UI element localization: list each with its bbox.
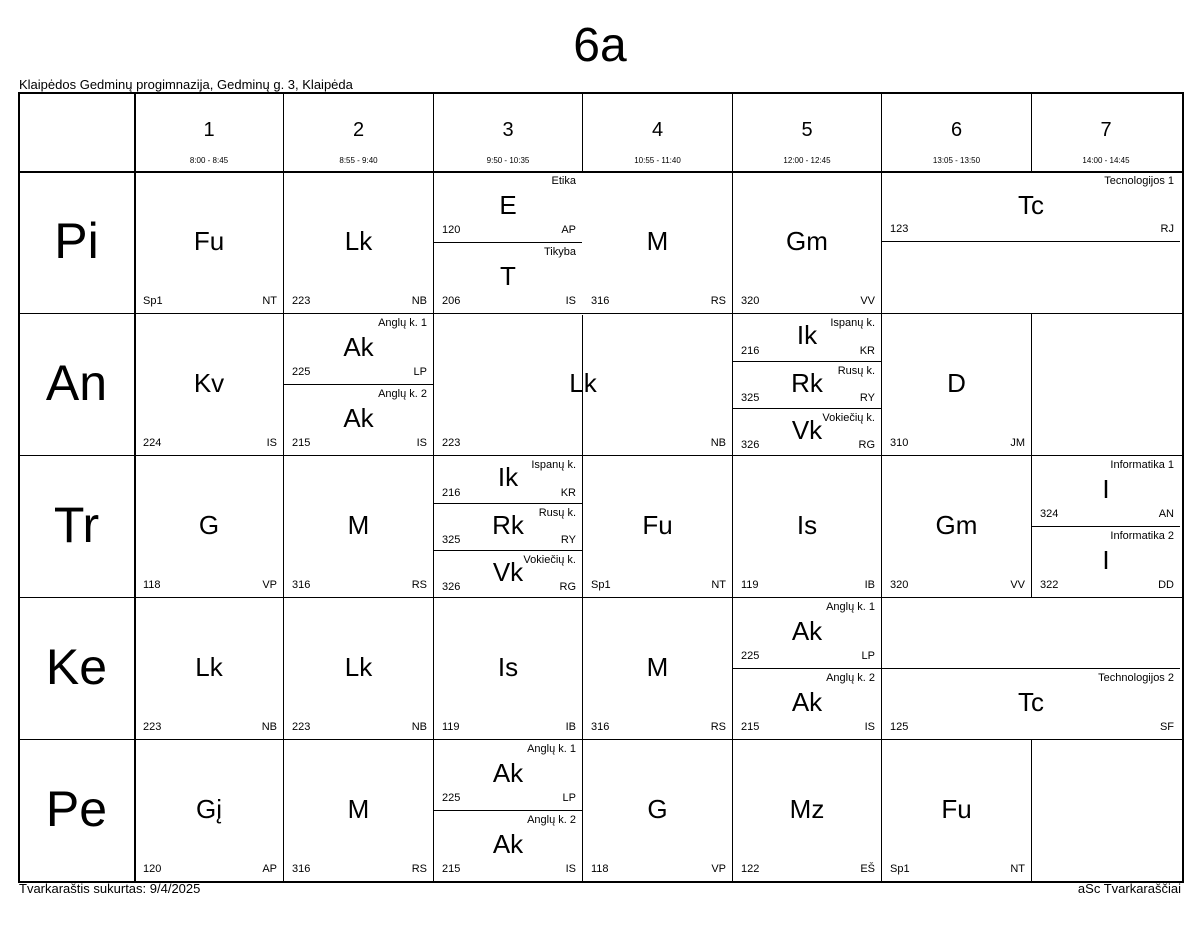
lesson-subject: Tc bbox=[1018, 190, 1044, 220]
lesson-room: 316 bbox=[292, 863, 311, 875]
lesson-cell[interactable] bbox=[284, 172, 433, 313]
lesson-cell[interactable] bbox=[135, 314, 283, 455]
lesson-room: 223 bbox=[292, 721, 311, 733]
lesson-group: Rusų k. bbox=[837, 365, 875, 377]
lesson-room: 316 bbox=[292, 579, 311, 591]
lesson-room: 123 bbox=[890, 223, 909, 235]
lesson-teacher: VV bbox=[860, 295, 875, 307]
lesson-teacher: RG bbox=[559, 581, 576, 593]
lesson-cell[interactable] bbox=[434, 598, 582, 739]
lesson-room: 325 bbox=[442, 534, 461, 546]
lesson-cell[interactable] bbox=[135, 740, 283, 881]
lesson-cell[interactable] bbox=[583, 598, 732, 739]
lesson-room: 216 bbox=[741, 345, 760, 357]
lesson-teacher: JM bbox=[1010, 437, 1025, 449]
lesson-cell[interactable] bbox=[135, 598, 283, 739]
lesson-group: Anglų k. 2 bbox=[826, 672, 875, 684]
lesson-subject: Lk bbox=[569, 368, 597, 398]
school-name: Klaipėdos Gedminų progimnazija, Gedminų g. 3, Klaipėda bbox=[19, 77, 353, 92]
lesson-cell[interactable] bbox=[1032, 456, 1180, 526]
lesson-room: 125 bbox=[890, 721, 909, 733]
lesson-group: Anglų k. 2 bbox=[527, 814, 576, 826]
timetable-grid bbox=[18, 92, 1182, 881]
lesson-teacher: IS bbox=[565, 295, 576, 307]
lesson-subject: Is bbox=[497, 652, 519, 682]
lesson-group: Technologijos 2 bbox=[1098, 672, 1174, 684]
lesson-room: 225 bbox=[741, 650, 760, 662]
period-time: 14:00 - 14:45 bbox=[1082, 156, 1130, 165]
lesson-cell[interactable] bbox=[733, 408, 881, 455]
lesson-group: Informatika 1 bbox=[1110, 459, 1174, 471]
lesson-teacher: RS bbox=[411, 863, 427, 875]
lesson-room: 119 bbox=[442, 721, 460, 733]
lesson-group: Vokiečių k. bbox=[822, 412, 875, 424]
lesson-group: Tecnologijos 1 bbox=[1104, 175, 1174, 187]
lesson-room: 120 bbox=[143, 863, 162, 875]
lesson-cell[interactable] bbox=[284, 384, 433, 455]
lesson-cell[interactable] bbox=[434, 242, 582, 313]
lesson-room: 322 bbox=[1040, 579, 1059, 591]
lesson-teacher: EŠ bbox=[860, 863, 875, 875]
lesson-teacher: RY bbox=[560, 534, 576, 546]
period-time: 8:55 - 9:40 bbox=[339, 156, 378, 165]
lesson-subject: Vk bbox=[492, 557, 524, 587]
lesson-subject: Lk bbox=[195, 652, 223, 682]
lesson-subject: Rk bbox=[791, 368, 823, 398]
created-date: Tvarkaraštis sukurtas: 9/4/2025 bbox=[19, 881, 201, 896]
day-label: An bbox=[45, 355, 108, 411]
lesson-subject: Ak bbox=[791, 687, 823, 717]
lesson-room: 325 bbox=[741, 392, 760, 404]
lesson-room: 320 bbox=[741, 295, 760, 307]
lesson-cell[interactable] bbox=[733, 456, 881, 597]
period-header bbox=[434, 92, 582, 171]
lesson-room: 206 bbox=[442, 295, 461, 307]
lesson-room: 120 bbox=[442, 224, 461, 236]
lesson-subject: Fu bbox=[941, 794, 972, 824]
lesson-cell[interactable] bbox=[733, 598, 881, 668]
lesson-teacher: NB bbox=[411, 721, 427, 733]
lesson-group: Tikyba bbox=[544, 246, 576, 258]
lesson-group: Etika bbox=[551, 175, 576, 187]
lesson-group: Anglų k. 1 bbox=[826, 601, 875, 613]
lesson-room: 324 bbox=[1040, 508, 1059, 520]
lesson-room: 320 bbox=[890, 579, 909, 591]
lesson-teacher: RY bbox=[859, 392, 875, 404]
lesson-teacher: SF bbox=[1159, 721, 1174, 733]
lesson-room: 216 bbox=[442, 487, 461, 499]
class-title: 6a bbox=[573, 19, 627, 72]
lesson-group: Ispanų k. bbox=[830, 317, 875, 329]
lesson-subject: Ak bbox=[343, 332, 374, 362]
day-label: Pe bbox=[45, 781, 108, 837]
lesson-subject: E bbox=[499, 190, 517, 220]
lesson-subject: Ak bbox=[492, 829, 524, 859]
lesson-cell[interactable] bbox=[135, 172, 283, 313]
lesson-group: Anglų k. 1 bbox=[527, 743, 576, 755]
lesson-room: 316 bbox=[591, 295, 610, 307]
period-header bbox=[284, 92, 433, 171]
lesson-subject: Is bbox=[796, 510, 818, 540]
lesson-room: 118 bbox=[143, 579, 161, 591]
lesson-cell[interactable] bbox=[733, 172, 881, 313]
day-label: Pi bbox=[54, 213, 99, 269]
lesson-room: 326 bbox=[741, 439, 760, 451]
lesson-room: 310 bbox=[890, 437, 909, 449]
lesson-teacher: VP bbox=[711, 863, 726, 875]
lesson-teacher: RS bbox=[710, 721, 726, 733]
period-header bbox=[1032, 92, 1180, 171]
lesson-subject: Gm bbox=[935, 510, 978, 540]
lesson-teacher: IS bbox=[266, 437, 277, 449]
lesson-subject: Ik bbox=[497, 462, 519, 492]
lesson-room: 215 bbox=[442, 863, 461, 875]
lesson-cell[interactable] bbox=[434, 172, 582, 242]
period-header bbox=[733, 92, 881, 171]
period-time: 12:00 - 12:45 bbox=[783, 156, 831, 165]
lesson-teacher: RS bbox=[411, 579, 427, 591]
period-time: 10:55 - 11:40 bbox=[634, 156, 681, 165]
lesson-cell[interactable] bbox=[434, 314, 732, 455]
lesson-subject: D bbox=[947, 368, 966, 398]
lesson-subject: Vk bbox=[791, 415, 823, 445]
lesson-teacher: LP bbox=[413, 366, 427, 378]
lesson-subject: G bbox=[198, 510, 220, 540]
lesson-room: 118 bbox=[591, 863, 609, 875]
lesson-room: 223 bbox=[292, 295, 311, 307]
lesson-cell[interactable] bbox=[882, 456, 1031, 597]
lesson-cell[interactable] bbox=[434, 503, 582, 550]
day-label: Ke bbox=[45, 639, 108, 695]
lesson-room: 223 bbox=[442, 437, 461, 449]
lesson-subject: M bbox=[646, 226, 669, 256]
lesson-group: Anglų k. 1 bbox=[378, 317, 427, 329]
lesson-cell[interactable] bbox=[882, 314, 1031, 455]
lesson-group: Vokiečių k. bbox=[523, 554, 576, 566]
lesson-cell[interactable] bbox=[733, 314, 881, 361]
software-credit: aSc Tvarkaraščiai bbox=[1077, 881, 1181, 896]
lesson-teacher: RS bbox=[710, 295, 726, 307]
lesson-cell[interactable] bbox=[733, 740, 881, 881]
lesson-subject: Rk bbox=[492, 510, 524, 540]
lesson-cell[interactable] bbox=[882, 172, 1180, 242]
period-header bbox=[583, 92, 732, 171]
period-number: 6 bbox=[950, 119, 963, 141]
lesson-subject: Gm bbox=[786, 226, 828, 256]
period-time: 13:05 - 13:50 bbox=[932, 156, 981, 165]
lesson-subject: Kv bbox=[193, 368, 225, 398]
period-number: 4 bbox=[651, 119, 664, 141]
lesson-teacher: NB bbox=[710, 437, 726, 449]
lesson-teacher: NT bbox=[262, 295, 277, 307]
period-number: 2 bbox=[352, 119, 365, 141]
period-header bbox=[882, 92, 1031, 171]
lesson-subject: M bbox=[646, 652, 669, 682]
lesson-subject: Ak bbox=[343, 403, 374, 433]
lesson-teacher: LP bbox=[562, 792, 576, 804]
lesson-teacher: IB bbox=[864, 579, 875, 591]
period-number: 3 bbox=[502, 119, 514, 141]
grid-line bbox=[1031, 739, 1032, 881]
lesson-room: 223 bbox=[143, 721, 162, 733]
lesson-cell[interactable] bbox=[284, 740, 433, 881]
lesson-teacher: IS bbox=[864, 721, 875, 733]
lesson-cell[interactable] bbox=[882, 668, 1180, 739]
period-number: 7 bbox=[1100, 119, 1112, 141]
lesson-teacher: DD bbox=[1158, 579, 1174, 591]
lesson-cell[interactable] bbox=[284, 456, 433, 597]
lesson-subject: M bbox=[347, 510, 370, 540]
lesson-room: Sp1 bbox=[890, 863, 910, 875]
lesson-room: 225 bbox=[292, 366, 311, 378]
lesson-subject: Ak bbox=[492, 758, 524, 788]
lesson-group: Anglų k. 2 bbox=[378, 388, 427, 400]
lesson-cell[interactable] bbox=[1032, 526, 1180, 597]
period-time: 8:00 - 8:45 bbox=[189, 156, 229, 165]
period-number: 1 bbox=[203, 119, 215, 141]
lesson-subject: Ak bbox=[791, 616, 823, 646]
lesson-subject: T bbox=[500, 261, 516, 291]
lesson-subject: Mz bbox=[789, 794, 825, 824]
lesson-teacher: NB bbox=[261, 721, 277, 733]
period-header bbox=[135, 92, 283, 171]
lesson-room: Sp1 bbox=[143, 295, 163, 307]
lesson-teacher: IS bbox=[565, 863, 576, 875]
lesson-teacher: IB bbox=[565, 721, 576, 733]
lesson-teacher: RG bbox=[858, 439, 875, 451]
lesson-cell[interactable] bbox=[135, 456, 283, 597]
lesson-cell[interactable] bbox=[583, 740, 732, 881]
lesson-subject: Ik bbox=[796, 320, 818, 350]
lesson-teacher: KR bbox=[560, 487, 576, 499]
lesson-room: 316 bbox=[591, 721, 610, 733]
lesson-subject: Lk bbox=[344, 652, 373, 682]
lesson-cell[interactable] bbox=[583, 172, 732, 313]
lesson-group: Informatika 2 bbox=[1110, 530, 1174, 542]
lesson-room: 122 bbox=[741, 863, 760, 875]
lesson-teacher: KR bbox=[859, 345, 875, 357]
lesson-subject: Gį bbox=[196, 794, 222, 824]
lesson-teacher: IS bbox=[416, 437, 427, 449]
lesson-group: Ispanų k. bbox=[531, 459, 576, 471]
lesson-cell[interactable] bbox=[434, 456, 582, 503]
lesson-cell[interactable] bbox=[284, 598, 433, 739]
lesson-room: 119 bbox=[741, 579, 759, 591]
lesson-teacher: NT bbox=[711, 579, 726, 591]
day-label: Tr bbox=[53, 497, 100, 553]
lesson-teacher: LP bbox=[861, 650, 875, 662]
lesson-subject: Lk bbox=[344, 226, 373, 256]
lesson-cell[interactable] bbox=[434, 740, 582, 810]
lesson-teacher: NT bbox=[1010, 863, 1025, 875]
lesson-cell[interactable] bbox=[434, 810, 582, 881]
lesson-teacher: AP bbox=[561, 224, 576, 236]
lesson-subject: Tc bbox=[1018, 687, 1044, 717]
lesson-subject: I bbox=[1102, 545, 1110, 575]
lesson-teacher: AP bbox=[262, 863, 277, 875]
lesson-subject: Fu bbox=[642, 510, 673, 540]
lesson-teacher: VV bbox=[1010, 579, 1025, 591]
lesson-subject: Fu bbox=[193, 226, 225, 256]
lesson-cell[interactable] bbox=[882, 740, 1031, 881]
lesson-room: 215 bbox=[292, 437, 311, 449]
lesson-room: 215 bbox=[741, 721, 760, 733]
lesson-teacher: VP bbox=[262, 579, 277, 591]
lesson-teacher: RJ bbox=[1160, 223, 1174, 235]
lesson-cell[interactable] bbox=[434, 550, 582, 597]
lesson-teacher: AN bbox=[1158, 508, 1174, 520]
lesson-subject: G bbox=[647, 794, 668, 824]
lesson-room: 224 bbox=[143, 437, 162, 449]
lesson-teacher: NB bbox=[411, 295, 427, 307]
lesson-cell[interactable] bbox=[733, 668, 881, 739]
period-number: 5 bbox=[801, 119, 813, 141]
lesson-cell[interactable] bbox=[284, 314, 433, 384]
lesson-subject: I bbox=[1102, 474, 1110, 504]
lesson-group: Rusų k. bbox=[538, 507, 576, 519]
lesson-room: 326 bbox=[442, 581, 461, 593]
lesson-cell[interactable] bbox=[583, 456, 732, 597]
lesson-cell[interactable] bbox=[733, 361, 881, 408]
lesson-room: Sp1 bbox=[591, 579, 611, 591]
lesson-subject: M bbox=[347, 794, 370, 824]
period-time: 9:50 - 10:35 bbox=[486, 156, 530, 165]
lesson-room: 225 bbox=[442, 792, 461, 804]
